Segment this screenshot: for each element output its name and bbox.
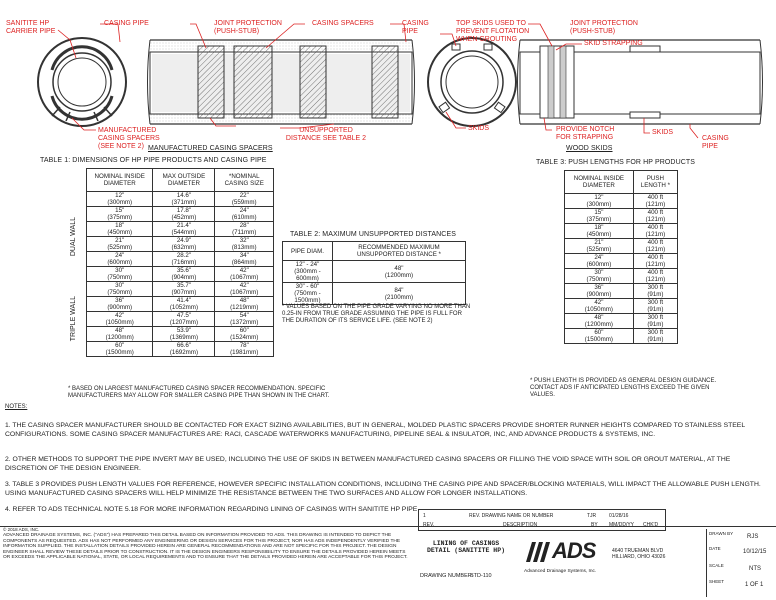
inside-diameter-cell xyxy=(87,237,153,252)
outside-diameter-cell xyxy=(153,222,215,237)
inside-diameter-cell-value: 18" xyxy=(594,224,604,231)
inside-diameter-cell-value: 60" xyxy=(115,342,125,349)
outside-diameter-cell-value: 35.6" xyxy=(176,267,192,274)
casing-size-cell-metric: (1067mm) xyxy=(230,274,259,281)
callout-provide-notch: PROVIDE NOTCH FOR STRAPPING xyxy=(556,126,615,141)
callout-casing-pipe: CASING PIPE xyxy=(104,20,149,27)
inside-diameter-cell-metric: (1050mm) xyxy=(105,319,134,326)
inside-diameter-cell xyxy=(565,224,634,239)
casing-size-cell-value: 42" xyxy=(239,267,249,274)
inside-diameter-cell-metric: (1500mm) xyxy=(105,349,134,356)
inside-diameter-cell-value: 24" xyxy=(115,252,125,259)
ads-stripes-icon xyxy=(524,540,550,564)
table3-row xyxy=(565,284,678,299)
scale-label: SCALE xyxy=(709,563,724,568)
table3-row xyxy=(565,314,678,329)
inside-diameter-cell-metric: (300mm) xyxy=(586,201,612,208)
casing-size-cell-value: 34" xyxy=(239,252,249,259)
inside-diameter-cell-metric: (750mm) xyxy=(107,274,133,281)
casing-size-cell-metric: (1067mm) xyxy=(230,289,259,296)
inside-diameter-cell-metric: (600mm) xyxy=(586,261,612,268)
outside-diameter-cell-metric: (1692mm) xyxy=(169,349,199,356)
inside-diameter-cell xyxy=(565,239,634,254)
callout-unsupported-distance: UNSUPPORTED DISTANCE SEE TABLE 2 xyxy=(285,127,367,142)
outside-diameter-cell-value: 14.6" xyxy=(176,192,192,199)
table2-header: PIPE DIAM. xyxy=(283,242,333,261)
pipe-diameter-cell xyxy=(283,283,333,305)
push-length-cell xyxy=(633,194,677,209)
outside-diameter-cell xyxy=(153,342,215,357)
outside-diameter-cell-value: 21.4" xyxy=(176,222,192,229)
table1-group-cell xyxy=(68,282,87,357)
casing-size-cell-value: 78" xyxy=(239,342,249,349)
casing-size-cell-value: 28" xyxy=(239,222,249,229)
table3-row xyxy=(565,329,678,344)
outside-diameter-cell-metric: (544mm) xyxy=(171,229,197,236)
inside-diameter-cell xyxy=(565,329,634,344)
inside-diameter-cell xyxy=(565,284,634,299)
inside-diameter-cell-metric: (525mm) xyxy=(586,246,612,253)
table3-row xyxy=(565,194,678,209)
table1-header: MAX OUTSIDE DIAMETER xyxy=(153,169,215,192)
push-length-cell xyxy=(633,329,677,344)
casing-size-cell-value: 42" xyxy=(239,282,249,289)
table3-row xyxy=(565,299,678,314)
push-length-cell xyxy=(633,299,677,314)
push-length-cell-value: 400 ft xyxy=(647,269,664,276)
pipe-diameter-cell-value: 30" - 60" xyxy=(295,283,320,290)
table3 xyxy=(564,170,678,344)
outside-diameter-cell-metric: (716mm) xyxy=(171,259,197,266)
drawn-by-label: DRAWN BY xyxy=(709,531,734,536)
inside-diameter-cell xyxy=(565,194,634,209)
inside-diameter-cell xyxy=(87,222,153,237)
disclaimer: ADVANCED DRAINAGE SYSTEMS, INC. ("ADS") HAS PREPARED THIS DETAIL BASED ON INFORMATION PROVIDED TO ADS. THIS DRAWING IS INTENDED TO DEPICT THE COMPONENTS AS REQUESTED. ADS HAS NOT PERFORMED ANY ENGINEERING OR DESIGN SERVICES FOR THIS PROJECT, NOR HAS ADS INDEPENDENTLY VERIFIED THE INFORMATION SUPPLIED. THE INSTALLATION DETAILS PROVIDED HEREIN ARE GENERAL RECOMMENDATIONS AND ARE NOT SPECIFIC FOR THIS PROJECT. THE DESIGN ENGINEER SHALL REVIEW THESE DETAILS PRIOR TO CONSTRUCTION. IT IS THE DESIGN ENGINEERS RESPONSIBILITY TO ENSURE THE DETAILS PROVIDED HEREIN MEETS OR EXCEEDS THE APPLICABLE NATIONAL, STATE, OR LOCAL REQUIREMENTS AND TO ENSURE THAT THE DETAILS PROVIDED HEREIN ARE ACCEPTABLE FOR THIS PROJECT. xyxy=(3,533,408,561)
inside-diameter-cell-metric: (1500mm) xyxy=(584,336,613,343)
table1-row xyxy=(68,192,274,207)
casing-size-cell xyxy=(215,207,274,222)
push-length-cell xyxy=(633,314,677,329)
callout-sanitite: SANITITE HP CARRIER PIPE xyxy=(6,20,56,35)
outside-diameter-cell xyxy=(153,297,215,312)
inside-diameter-cell xyxy=(87,267,153,282)
header-description: DESCRIPTION xyxy=(503,522,538,528)
inside-diameter-cell-value: 24" xyxy=(594,254,604,261)
scale-value: NTS xyxy=(749,566,761,572)
table3-header: PUSH LENGTH * xyxy=(633,171,677,194)
callout-skid-strapping: SKID STRAPPING xyxy=(584,40,643,47)
inside-diameter-cell-value: 36" xyxy=(594,284,604,291)
push-length-cell xyxy=(633,224,677,239)
inside-diameter-cell-metric: (900mm) xyxy=(586,291,612,298)
push-length-cell-value: 400 ft xyxy=(647,254,664,261)
header-date: MM/DD/YY xyxy=(609,522,634,528)
casing-size-cell-value: 22" xyxy=(239,192,249,199)
inside-diameter-cell-value: 15" xyxy=(594,209,604,216)
push-length-cell xyxy=(633,209,677,224)
ads-logo-text: ADS xyxy=(552,538,596,563)
casing-size-cell-metric: (559mm) xyxy=(231,199,257,206)
inside-diameter-cell-metric: (1200mm) xyxy=(584,321,613,328)
drawing-title xyxy=(418,540,514,554)
rev-description: REV. DRAWING NAME OR NUMBER xyxy=(469,513,554,519)
table1-row xyxy=(68,267,274,282)
inside-diameter-cell-metric: (750mm) xyxy=(586,276,612,283)
table1-row xyxy=(68,327,274,342)
table1 xyxy=(68,168,274,357)
callout-skids-1: SKIDS xyxy=(468,125,490,132)
rev-by: TJR xyxy=(587,513,597,519)
push-length-cell-metric: (121m) xyxy=(645,276,666,283)
table1-row xyxy=(68,237,274,252)
table1-row xyxy=(68,207,274,222)
ads-logo xyxy=(520,536,610,566)
inside-diameter-cell-value: 18" xyxy=(115,222,125,229)
table1-row xyxy=(68,342,274,357)
table2-title: TABLE 2: MAXIMUM UNSUPPORTED DISTANCES xyxy=(290,231,456,238)
table1-group-label: TRIPLE WALL xyxy=(70,296,77,342)
address-line2: HILLIARD, OHIO 43026 xyxy=(612,554,666,560)
inside-diameter-cell-value: 30" xyxy=(115,282,125,289)
address-line1: 4640 TRUEMAN BLVD xyxy=(612,548,664,554)
push-length-cell-metric: (91m) xyxy=(647,321,664,328)
casing-size-cell xyxy=(215,192,274,207)
note-2: 2. OTHER METHODS TO SUPPORT THE PIPE INVERT MAY BE USED, INCLUDING THE USE OF SKIDS IN BETWEEN MANUFACTURED CASING SPACERS OR FILLING THE VOID SPACE WITH SOIL OR GROUT MATERIAL, AT THE DISCRETION OF THE DESIGN ENGINEER. xyxy=(5,456,731,472)
revision-block xyxy=(418,509,666,531)
table1-group-cell xyxy=(68,192,87,282)
outside-diameter-cell xyxy=(153,312,215,327)
table1-title: TABLE 1: DIMENSIONS OF HP PIPE PRODUCTS AND CASING PIPE xyxy=(40,157,267,164)
casing-size-cell-metric: (1372mm) xyxy=(230,319,259,326)
inside-diameter-cell-value: 42" xyxy=(594,299,604,306)
note-4: 4. REFER TO ADS TECHNICAL NOTE 5.18 FOR MORE INFORMATION REGARDING LINING OF CASINGS WITH SANITITE HP PIPE xyxy=(5,506,418,513)
sheet-label: SHEET xyxy=(709,579,725,584)
inside-diameter-cell xyxy=(87,192,153,207)
profile-left xyxy=(148,40,415,124)
inside-diameter-cell-metric: (525mm) xyxy=(107,244,133,251)
outside-diameter-cell xyxy=(153,267,215,282)
callout-joint-protection: JOINT PROTECTION (PUSH-STUB) xyxy=(214,20,282,35)
inside-diameter-cell xyxy=(87,207,153,222)
pipe-diameter-cell-metric: (750mm - 1500mm) xyxy=(294,290,321,304)
table1-row xyxy=(68,252,274,267)
table2 xyxy=(282,241,466,305)
note-1: 1. THE CASING SPACER MANUFACTURER SHOULD BE CONTACTED FOR EXACT SIZING AVAILABILITIES, BUT IN GENERAL, MOLDED PLASTIC SPACERS PROVIDE SHORTER RUNNER HEIGHTS COMPARED TO STAINLESS STEEL CONFIGURATIONS. SOME CASING SPACER MANUFACTURES ARE: RACI, CASCADE WATERWORKS MANUFACTURING, PIPELINE SEAL & INSULATOR, INC, AND ADVANCE PRODUCTS & SYSTEMS, INC. xyxy=(5,422,745,438)
outside-diameter-cell xyxy=(153,192,215,207)
casing-size-cell-value: 32" xyxy=(239,237,249,244)
callout-manufactured-spacers: MANUFACTURED CASING SPACERS (SEE NOTE 2) xyxy=(98,127,160,150)
callout-top-skids: TOP SKIDS USED TO PREVENT FLOTATION WHEN GROUTING xyxy=(456,20,530,43)
inside-diameter-cell-value: 21" xyxy=(115,237,125,244)
table3-title: TABLE 3: PUSH LENGTHS FOR HP PRODUCTS xyxy=(536,159,696,166)
pipe-diameter-cell xyxy=(283,261,333,283)
casing-size-cell-metric: (1219mm) xyxy=(230,304,259,311)
unsupported-distance-cell xyxy=(332,261,465,283)
unsupported-distance-cell-value: 84" xyxy=(394,286,404,294)
outside-diameter-cell xyxy=(153,327,215,342)
inside-diameter-cell-value: 60" xyxy=(594,329,604,336)
table1-group-spacer xyxy=(68,169,87,192)
cross-section-left xyxy=(38,38,126,126)
table3-row xyxy=(565,224,678,239)
outside-diameter-cell-metric: (1052mm) xyxy=(169,304,199,311)
pipe-diameter-cell-metric: (300mm - 600mm) xyxy=(294,268,321,282)
drawing-number-label: DRAWING NUMBER: xyxy=(420,573,474,579)
inside-diameter-cell-metric: (750mm) xyxy=(107,289,133,296)
callout-casing-spacers: CASING SPACERS xyxy=(312,20,374,27)
outside-diameter-cell-metric: (907mm) xyxy=(171,289,197,296)
table3-header: NOMINAL INSIDE DIAMETER xyxy=(565,171,634,194)
callout-joint-protection-2: JOINT PROTECTION (PUSH-STUB) xyxy=(570,20,638,35)
casing-size-cell-value: 48" xyxy=(239,297,249,304)
inside-diameter-cell-value: 36" xyxy=(115,297,125,304)
drawing-title-line1: LINING OF CASINGS xyxy=(432,540,500,547)
date-value: 10/12/15 xyxy=(743,549,767,555)
push-length-cell-value: 400 ft xyxy=(647,239,664,246)
inside-diameter-cell xyxy=(87,252,153,267)
inside-diameter-cell-value: 48" xyxy=(115,327,125,334)
push-length-cell-value: 400 ft xyxy=(647,224,664,231)
push-length-cell-value: 300 ft xyxy=(647,284,664,291)
inside-diameter-cell-value: 30" xyxy=(115,267,125,274)
caption-manufactured-spacers: MANUFACTURED CASING SPACERS xyxy=(148,145,273,152)
outside-diameter-cell-value: 35.7" xyxy=(176,282,192,289)
push-length-cell-metric: (121m) xyxy=(645,246,666,253)
rev-date: 01/28/16 xyxy=(609,513,629,519)
table1-header: *NOMINAL CASING SIZE xyxy=(215,169,274,192)
drawing-title-line2: DETAIL (SANITITE HP) xyxy=(426,547,505,554)
push-length-cell xyxy=(633,239,677,254)
push-length-cell-metric: (121m) xyxy=(645,216,666,223)
casing-size-cell xyxy=(215,327,274,342)
outside-diameter-cell-metric: (371mm) xyxy=(171,199,197,206)
unsupported-distance-cell-metric: (1200mm) xyxy=(384,271,414,279)
table3-row xyxy=(565,239,678,254)
table2-header: RECOMMENDED MAXIMUM UNSUPPORTED DISTANCE * xyxy=(332,242,465,261)
table1-row xyxy=(68,297,274,312)
inside-diameter-cell xyxy=(565,209,634,224)
inside-diameter-cell-metric: (900mm) xyxy=(107,304,133,311)
push-length-cell-metric: (91m) xyxy=(647,306,664,313)
outside-diameter-cell-value: 66.6" xyxy=(176,342,192,349)
inside-diameter-cell xyxy=(565,299,634,314)
casing-size-cell-metric: (864mm) xyxy=(231,259,257,266)
inside-diameter-cell xyxy=(565,254,634,269)
inside-diameter-cell-value: 15" xyxy=(115,207,125,214)
outside-diameter-cell-metric: (452mm) xyxy=(171,214,197,221)
outside-diameter-cell-value: 17.8" xyxy=(176,207,192,214)
inside-diameter-cell xyxy=(565,314,634,329)
push-length-cell-value: 300 ft xyxy=(647,314,664,321)
push-length-cell-metric: (91m) xyxy=(647,336,664,343)
date-label: DATE xyxy=(709,546,721,551)
inside-diameter-cell-value: 48" xyxy=(594,314,604,321)
table3-row xyxy=(565,269,678,284)
inside-diameter-cell xyxy=(87,297,153,312)
inside-diameter-cell-metric: (300mm) xyxy=(107,199,133,206)
casing-size-cell xyxy=(215,252,274,267)
table2-row xyxy=(283,283,466,305)
table2-row xyxy=(283,261,466,283)
inside-diameter-cell-value: 21" xyxy=(594,239,604,246)
push-length-cell xyxy=(633,254,677,269)
casing-size-cell xyxy=(215,297,274,312)
copyright: © 2018 ADS, INC. xyxy=(3,527,40,532)
outside-diameter-cell-value: 24.9" xyxy=(176,237,192,244)
table3-row xyxy=(565,209,678,224)
inside-diameter-cell-value: 12" xyxy=(594,194,604,201)
header-chkd: CHK'D xyxy=(643,522,659,528)
inside-diameter-cell xyxy=(87,312,153,327)
push-length-cell-value: 300 ft xyxy=(647,299,664,306)
inside-diameter-cell-metric: (450mm) xyxy=(107,229,133,236)
table3-row xyxy=(565,254,678,269)
outside-diameter-cell-value: 41.4" xyxy=(176,297,192,304)
casing-size-cell xyxy=(215,222,274,237)
push-length-cell xyxy=(633,284,677,299)
cross-section-right xyxy=(428,38,516,126)
inside-diameter-cell-metric: (1050mm) xyxy=(584,306,613,313)
pipe-diameter-cell-value: 12" - 24" xyxy=(295,261,320,268)
inside-diameter-cell xyxy=(87,327,153,342)
push-length-cell-metric: (91m) xyxy=(647,291,664,298)
callout-casing-pipe-2: CASING PIPE xyxy=(402,20,429,35)
inside-diameter-cell xyxy=(87,342,153,357)
outside-diameter-cell-metric: (632mm) xyxy=(171,244,197,251)
outside-diameter-cell-value: 28.2" xyxy=(176,252,192,259)
casing-size-cell xyxy=(215,267,274,282)
outside-diameter-cell-value: 53.9" xyxy=(176,327,192,334)
table1-footnote: * BASED ON LARGEST MANUFACTURED CASING SPACER RECOMMENDATION. SPECIFIC MANUFACTURERS MAY ALLOW FOR SMALLER CASING PIPE THAN SHOWN IN THE CHART. xyxy=(68,386,330,399)
outside-diameter-cell xyxy=(153,237,215,252)
casing-size-cell-value: 60" xyxy=(239,327,249,334)
push-length-cell-metric: (121m) xyxy=(645,261,666,268)
outside-diameter-cell-value: 47.5" xyxy=(176,312,192,319)
casing-size-cell-metric: (610mm) xyxy=(231,214,257,221)
inside-diameter-cell-metric: (375mm) xyxy=(107,214,133,221)
caption-wood-skids: WOOD SKIDS xyxy=(566,145,613,152)
inside-diameter-cell-value: 30" xyxy=(594,269,604,276)
inside-diameter-cell-value: 12" xyxy=(115,192,125,199)
company-name: Advanced Drainage Systems, Inc. xyxy=(524,569,597,574)
company-address xyxy=(612,548,665,560)
note-3: 3. TABLE 3 PROVIDES PUSH LENGTH VALUES FOR REFERENCE, HOWEVER SPECIFIC INSTALLATION CONDITIONS, INCLUDING THE CASING PIPE AND SPACER/BLOCKING MATERIALS, WILL IMPACT THE ALLOWABLE PUSH LENGTH. USING MANUFACTURED CASING SPACERS WILL HELP MINIMIZE THE RESISTANCE BETWEEN THE TWO SURFACES AND ALLOW FOR LONGER INSTALLATIONS. xyxy=(5,481,761,497)
table1-header: NOMINAL INSIDE DIAMETER xyxy=(87,169,153,192)
sheet-info xyxy=(706,529,775,597)
casing-size-cell-metric: (711mm) xyxy=(232,229,257,236)
casing-size-cell-value: 24" xyxy=(239,207,249,214)
push-length-cell-value: 300 ft xyxy=(647,329,664,336)
inside-diameter-cell-value: 42" xyxy=(115,312,125,319)
table1-row xyxy=(68,222,274,237)
outside-diameter-cell xyxy=(153,282,215,297)
table3-footnote: * PUSH LENGTH IS PROVIDED AS GENERAL DESIGN GUIDANCE. CONTACT ADS IF ANTICIPATED LENGTHS EXCEED THE GIVEN VALUES. xyxy=(530,378,717,398)
casing-size-cell-metric: (1981mm) xyxy=(230,349,259,356)
outside-diameter-cell-metric: (1369mm) xyxy=(169,334,199,341)
casing-size-cell xyxy=(215,312,274,327)
rev-number: 1 xyxy=(423,513,426,519)
outside-diameter-cell-metric: (1207mm) xyxy=(169,319,199,326)
notes-label: NOTES: xyxy=(5,404,28,410)
outside-diameter-cell xyxy=(153,252,215,267)
casing-size-cell-value: 54" xyxy=(239,312,249,319)
outside-diameter-cell xyxy=(153,207,215,222)
push-length-cell-metric: (121m) xyxy=(645,201,666,208)
inside-diameter-cell-metric: (375mm) xyxy=(586,216,612,223)
table1-row xyxy=(68,312,274,327)
table1-group-label: DUAL WALL xyxy=(70,216,77,257)
push-length-cell xyxy=(633,269,677,284)
push-length-cell-metric: (121m) xyxy=(645,231,666,238)
casing-size-cell-metric: (1524mm) xyxy=(230,334,259,341)
profile-right xyxy=(518,40,763,124)
inside-diameter-cell-metric: (1200mm) xyxy=(105,334,134,341)
drawn-by: RJS xyxy=(747,534,759,540)
sheet-value: 1 OF 1 xyxy=(745,582,764,588)
table2-footnote: * VALUES BASED ON THE PIPE GRADE VARYING NO MORE THAN 0.25-IN FROM TRUE GRADE ASSUMING THE PIPE IS FULL FOR THE DURATION OF ITS SERVICE LIFE. (SEE NOTE 2) xyxy=(282,304,471,324)
unsupported-distance-cell-metric: (2100mm) xyxy=(384,293,414,301)
callout-casing-pipe-3: CASING PIPE xyxy=(702,135,729,150)
inside-diameter-cell xyxy=(565,269,634,284)
inside-diameter-cell-metric: (600mm) xyxy=(107,259,133,266)
unsupported-distance-cell-value: 48" xyxy=(394,264,404,272)
casing-size-cell-metric: (813mm) xyxy=(231,244,257,251)
push-length-cell-value: 400 ft xyxy=(647,209,664,216)
callout-skids-2: SKIDS xyxy=(652,129,674,136)
outside-diameter-cell-metric: (904mm) xyxy=(171,274,197,281)
header-by: BY xyxy=(591,522,598,528)
inside-diameter-cell-metric: (450mm) xyxy=(586,231,612,238)
casing-size-cell xyxy=(215,237,274,252)
unsupported-distance-cell xyxy=(332,283,465,305)
drawing-number: STD-110 xyxy=(470,573,492,579)
header-rev: REV. xyxy=(423,522,435,528)
casing-size-cell xyxy=(215,342,274,357)
push-length-cell-value: 400 ft xyxy=(647,194,664,201)
inside-diameter-cell xyxy=(87,282,153,297)
casing-size-cell xyxy=(215,282,274,297)
table1-row xyxy=(68,282,274,297)
